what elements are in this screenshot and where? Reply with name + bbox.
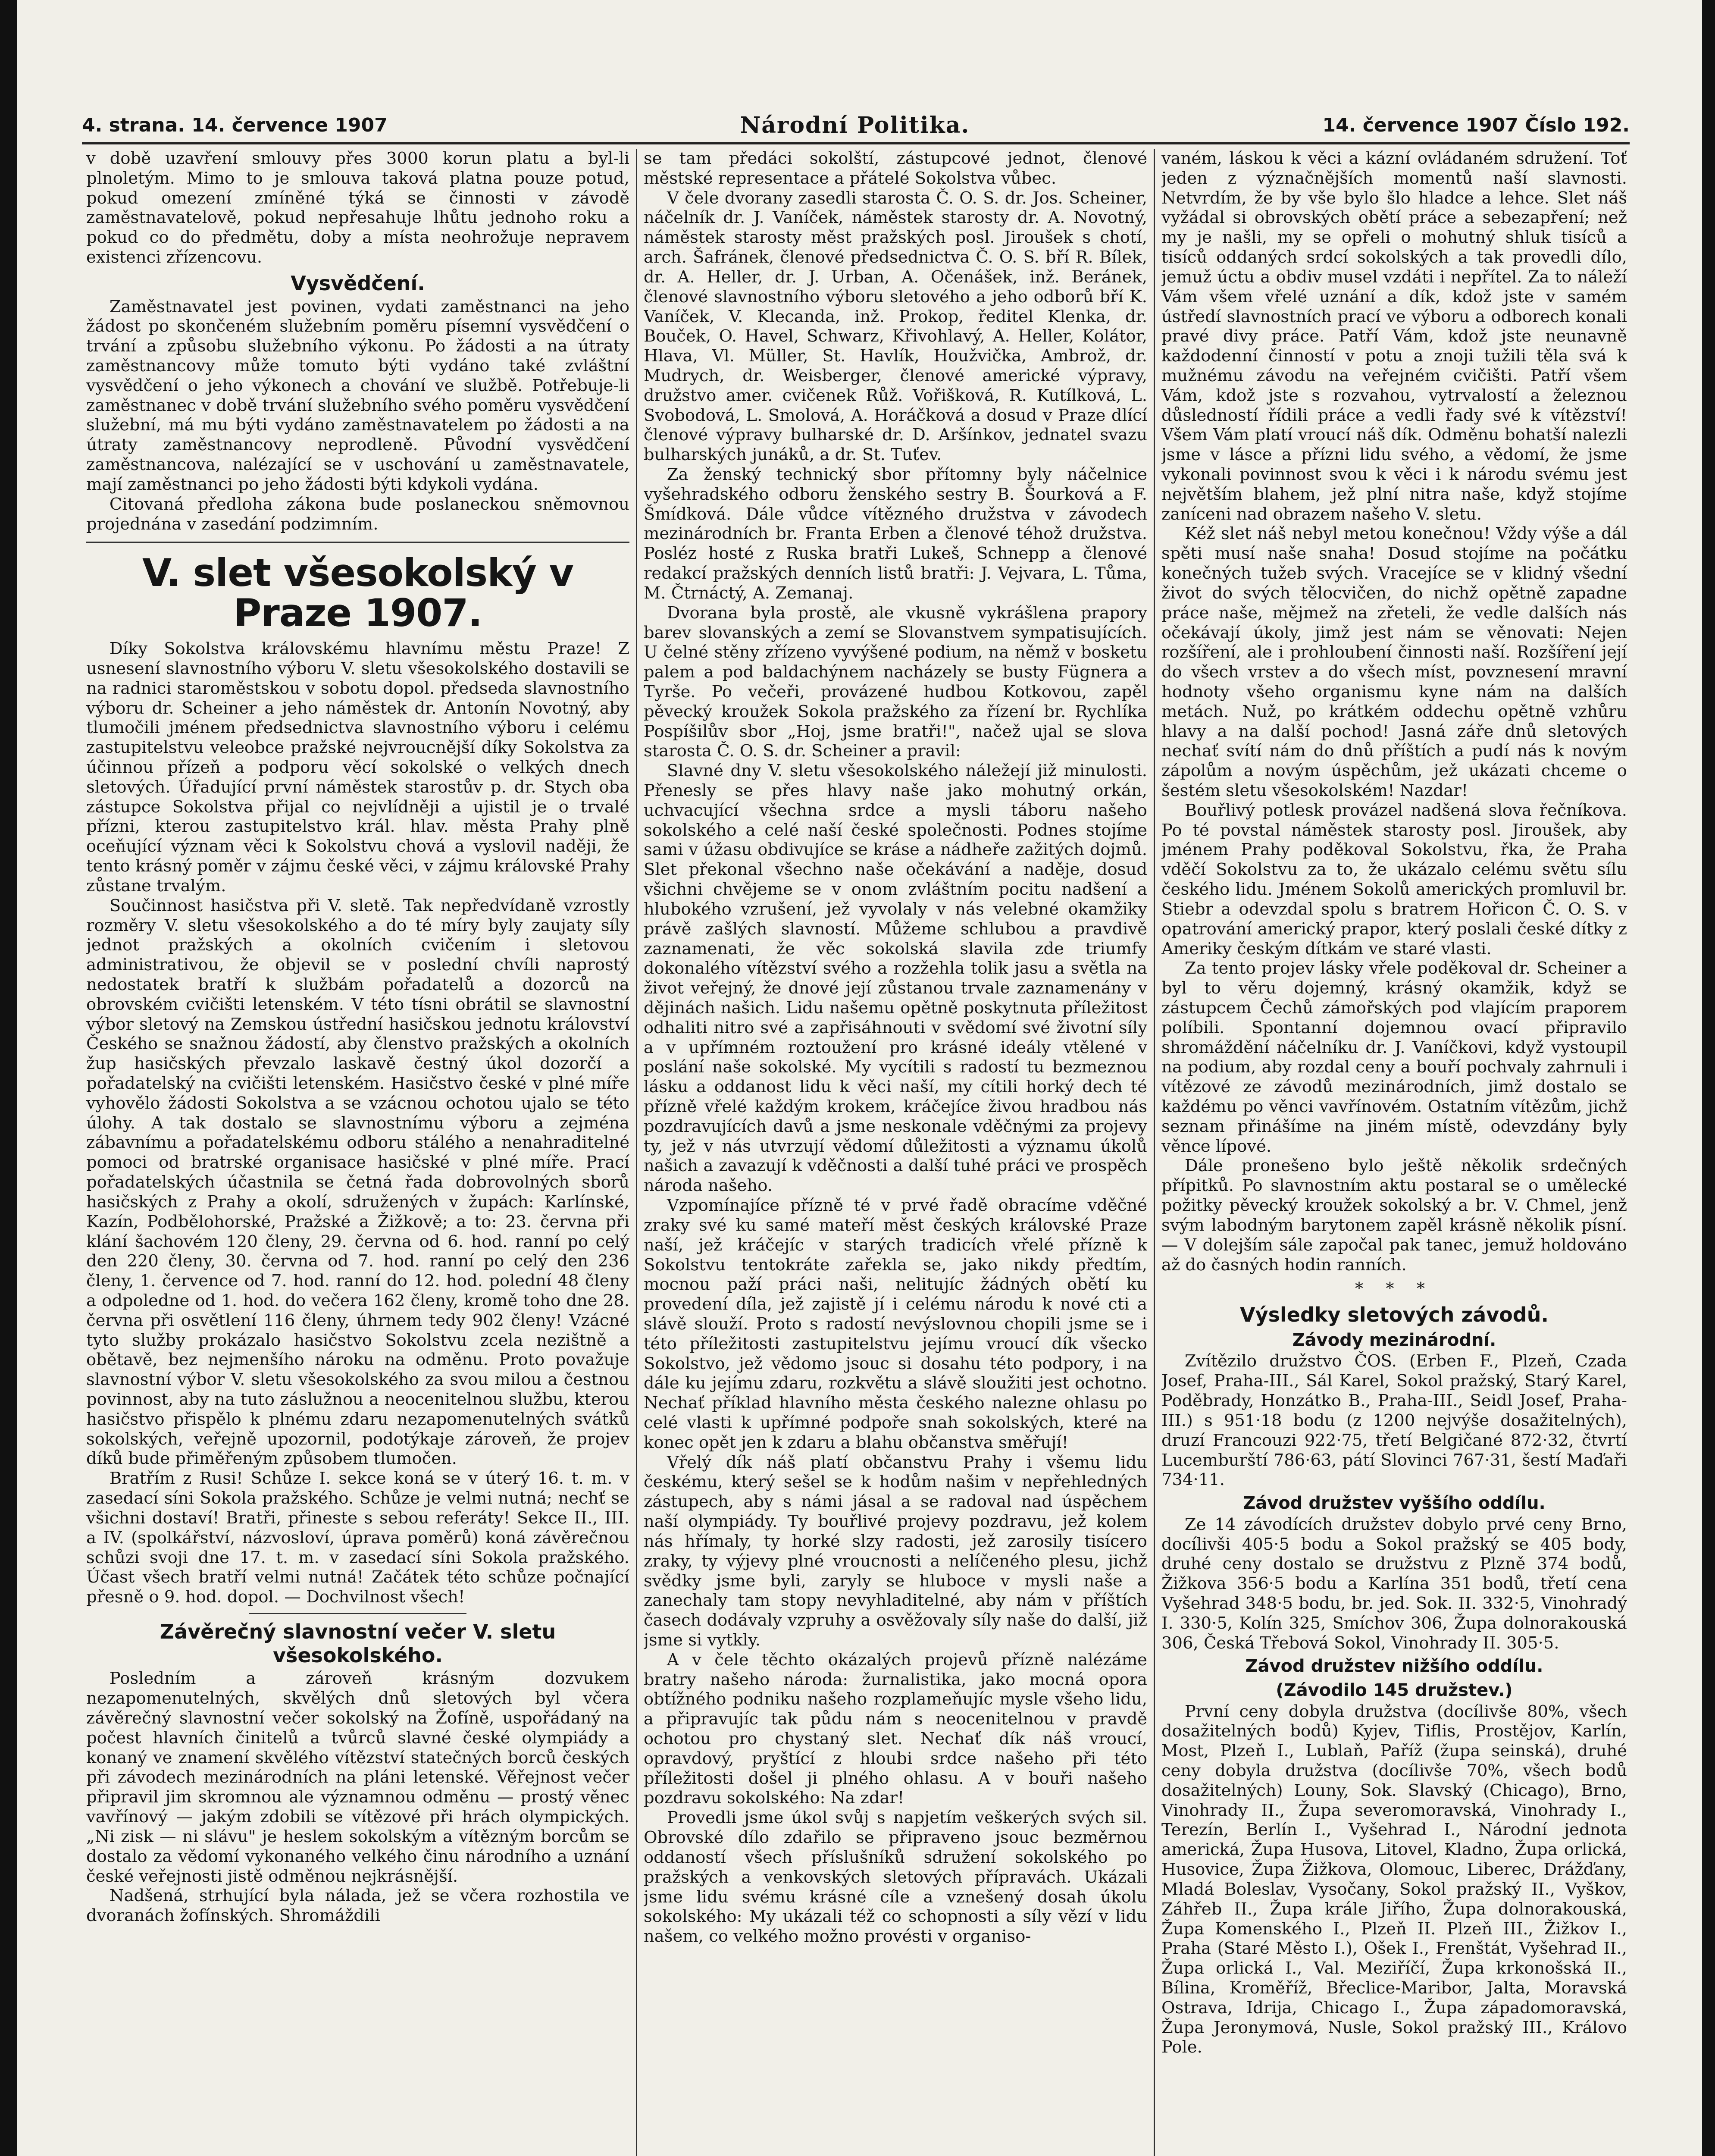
scan-border-right — [1702, 0, 1715, 2156]
section-heading: Vysvědčení. — [291, 271, 425, 295]
section-heading: Závěrečný slavnostní večer V. sletu všesokolského. — [160, 1620, 556, 1667]
header-right: 14. července 1907 Číslo 192. — [1322, 114, 1630, 136]
paragraph: Nadšená, strhující byla nálada, jež se včera rozhostila ve dvoranách žofínských. Shromáždili — [86, 1886, 629, 1926]
subsection-heading: Závod družstev nižšího oddílu. — [1245, 1656, 1543, 1677]
section-rule — [86, 542, 629, 543]
subsection-heading: Závody mezinárodní. — [1292, 1330, 1496, 1350]
paragraph: Za tento projev lásky vřele poděkoval dr. Scheiner a byl to věru dojemný, krásný okamžik, když se zástupcem Čechů zámořských pod vlajícím praporem políbili. Spontanní dojemnou ovací připravilo shromáždění náčelníku dr. J. Vaníčkovi, když vystoupil na podium, aby rozdal ceny a bouří pochvaly zahrnuli i vítězové ze závodů mezinárodních, jimž dostalo se každému po věnci vavřínovém. Ostatním vítězům, jichž seznam přinášíme na jiném místě, odevzdány byly věnce lípové. — [1161, 959, 1627, 1156]
paragraph: Vřelý dík náš platí občanstvu Prahy i všemu lidu českému, který sešel se k hodům našim v nepřehledných zástupech, aby s námi jásal a se radoval nad úspěchem naší olympiády. Ty bouřlivé projevy pozdravu, jež kolem nás hřímaly, ty horké slzy radosti, jež zarosily tisícero zraky, ty výjevy plné vroucnosti a nelíčeného plesu, jichž svědky jsme byli, zaryly se hluboce v mysli naše a zanechaly tam stopy nevyhladitelné, aby nám v příštích časech dodávaly vzpruhy a osvěžovaly síly naše do další, již jsme si vytkly. — [644, 1452, 1147, 1650]
column-divider — [636, 149, 637, 2156]
header-left: 4. strana. 14. července 1907 — [82, 114, 388, 136]
paragraph: Bouřlivý potlesk provázel nadšená slova řečníkova. Po té povstal náměstek starosty posl. Jiroušek, aby jménem Prahy poděkoval Sokolstvu, řka, že Praha vděčí Sokolstvu za to, že ukázalo celému světu sílu českého lidu. Jménem Sokolů amerických promluvil br. Stiebr a odevzdal spolu s bratrem Hořicon Č. O. S. v opatrování americký prapor, který poslali české dítky z Ameriky českým dítkám ve staré vlasti. — [1161, 800, 1627, 959]
paragraph: Vzpomínajíce přízně té v prvé řadě obracíme vděčné zraky své ku samé mateří měst českých královské Praze naší, jež kráčejíc v starých tradicích vřelé přízně k Sokolstvu tentokráte zařekla se, jako nikdy předtím, mocnou paží práci naši, nelitujíc žádných obětí ku provedení díla, jež zajistě jí i celému národu k nové cti a slávě slouží. Proto s radostí nevýslovnou chopili jsme se i této příležitosti zastupitelstvu jejímu vroucí dík všecko Sokolstvo, jež vědomo jsouc si dosahu této podpory, i na dále ku jejímu zdaru, rozkvětu a slávě sloužiti jest ochotno. Nechať příklad hlavního města českého nalezne ohlasu po celé vlasti k upřímné podpoře snah sokolských, které na konec opět jen k zdaru a blahu občanstva směřují! — [644, 1196, 1147, 1452]
paragraph: Posledním a zároveň krásným dozvukem nezapomenutelných, skvělých dnů sletových byl včera závěrečný slavnostní večer sokolský na Žofíně, uspořádaný na počest hlavních činitelů a tvůrců slavné české olympiády a konaný ve znamení skvělého vítězství statečných borců českých při závodech mezinárodních na pláni letenské. Věřejnost večer připravil jim skromnou ale významnou odměnu — prostý věnec vavřínový — jakým zdobili se vítězové při hrách olympických. „Ni zisk — ni slávu" je heslem sokolským a vítězným borcům se dostalo za vědomí vykonaného velkého činu národního a uznání české veřejnosti jistě odměnou nejkrásnější. — [86, 1669, 629, 1886]
masthead-title: Národní Politika. — [740, 112, 970, 138]
section-heading: Výsledky sletových závodů. — [1240, 1303, 1549, 1327]
paragraph: Zaměstnavatel jest povinen, vydati zaměstnanci na jeho žádost po skončeném služebním poměru písemní vysvědčení o trvání a způsobu služebního výkonu. Po žádosti a na útraty zaměstnancovy může tomuto býti vydáno také zvláštní vysvědčení o jeho výkonech a chování ve službě. Potřebuje-li zaměstnanec v době trvání služebního svého poměru vysvědčení služební, má mu býti vydáno zaměstnavatelem po žádosti a na útraty zaměstnancovy neprodleně. Původní vysvědčení zaměstnancova, nalézající se v uschování u zaměstnavatele, mají zaměstnanci po jeho žádosti býti kdykoli vydána. — [86, 297, 629, 494]
paragraph: Kéž slet náš nebyl metou konečnou! Vždy výše a dál spěti musí naše snaha! Dosud stojíme na počátku konečných tužeb svých. Vracejíce se v klidný všední život do svých tělocvičen, do nichž opětně zapadne práce naše, mějmež na zřeteli, že vedle dalších nás očekávají úkoly, jimž jest nám se věnovati: Nejen rozšíření, ale i prohloubení činnosti naší. Rozšíření její do všech vrstev a do všech míst, povznesení mravní hodnoty všeho organismu kyne nám na dalších metách. Nuž, po krátkém oddechu opětně vzhůru hlavy a na další pochod! Jasná záře dnů sletových nechať svítí nám do dnů příštích a pudí nás k novým zápolům a novým úspěchům, jež ukázati chceme o šestém sletu všesokolském! Nazdar! — [1161, 524, 1627, 800]
paragraph: Slavné dny V. sletu všesokolského náležejí již minulosti. Přenesly se přes hlavy naše jako mohutný orkán, uchvacující všechna srdce a mysli táboru našeho sokolského a celé naší české společnosti. Podnes stojíme sami v úžasu obdivujíce se kráse a nádheře zažitých dojmů. Slet překonal všechno naše očekávání a naděje, dosud všichni chvějeme se v onom zvláštním pocitu nadšení a hlubokého vzrušení, jež vyvolaly v nás velebné okamžiky právě zašlých slavností. Můžeme schlubou a pravdivě zaznamenati, že věc sokolská slavila zde triumfy dokonalého vítězství svého a rozžehla tolik jasu a světla na život veřejný, že dnové její zůstanou trvale zaznamenány v dějinách našich. Lidu našemu opětně poskytnuta příležitost odhaliti nitro své a zapřisáhnouti v svědomí své životní síly a v upřímném roztoužení pro krásné ideály vtělené v poslání naše sokolské. My vycítili s radostí tu bezmeznou lásku a oddanost lidu k věci naší, my cítili horký dech té přízně vřelé každým krokem, kráčejíce živou hradbou nás pozdravujících davů a jsme neskonale vděčnými za projevy ty, jež v nás utvrzují vědomí důležitosti a významu úkolů našich a zavazují k vděčnosti a další tuhé práci ve prospěch národa našeho. — [644, 761, 1147, 1196]
paragraph: V čele dvorany zasedli starosta Č. O. S. dr. Jos. Scheiner, náčelník dr. J. Vaníček, náměstek starosty dr. A. Novotný, náměstek starosty měst pražských posl. Jiroušek s chotí, arch. Šafránek, členové předsednictva Č. O. S. bří R. Bílek, dr. A. Heller, dr. J. Urban, A. Očenášek, inž. Beránek, členové slavnostního výboru sletového a jeho odborů bří K. Vaníček, V. Klecanda, inž. Prokop, ředitel Klenka, dr. Bouček, O. Havel, Schwarz, Křivohlavý, A. Heller, Kolátor, Hlava, Vl. Müller, St. Havlík, Houžvička, Ambrož, dr. Mudrych, dr. Weisberger, členové americké výpravy, družstvo amer. cvičenek Růž. Vořišková, R. Kutílková, L. Svobodová, L. Smolová, A. Horáčková a dosud v Praze dlící členové výpravy bulharské dr. D. Aršínkov, jednatel svazu bulharských junáků, a dr. St. Tuťev. — [644, 188, 1147, 465]
subsection-heading: Závod družstev vyššího oddílu. — [1243, 1493, 1546, 1514]
paragraph: Citovaná předloha zákona bude poslaneckou sněmovnou projednána v zasedání podzimním. — [86, 494, 629, 534]
paragraph: První ceny dobyla družstva (docílivše 80%, všech dosažitelných bodů) Kyjev, Tiflis, Prostějov, Karlín, Most, Plzeň I., Lublaň, Paříž (župa seinská), druhé ceny dobyla družstva (docílivše 70%, všech bodů dosažitelných) Louny, Sok. Slavský (Chicago), Brno, Vinohrady II., Župa severomoravská, Vinohrady I., Terezín, Berlín I., Vyšehrad I., Národní jednota americká, Župa Husova, Litovel, Kladno, Župa orlická, Husovice, Župa Žižkova, Olomouc, Liberec, Drážďany, Mladá Boleslav, Vysočany, Sokol pražský II., Vyškov, Záhřeb II., Župa krále Jiřího, Župa dolnorakouská, Župa Komenského I., Plzeň II. Plzeň III., Žižkov I., Praha (Staré Město I.), Ošek I., Frenštát, Vyšehrad II., Župa orlická I., Val. Meziříčí, Župa krkonošská II., Bílina, Kroměříž, Břeclice-Maribor, Jalta, Moravská Ostrava, Idrija, Chicago I., Župa západomoravská, Župa Jeronymová, Nusle, Sokol pražský III., Královo Pole. — [1161, 1702, 1627, 2057]
paragraph: v době uzavření smlouvy přes 3000 korun platu a byl-li plnoletým. Mimo to je smlouva taková platna pouze potud, pokud omezení zmíněné týká se činnosti v závodě zaměstnavatelově, pokud nepřesahuje lhůtu jednoho roku a pokud co do předmětu, doby a místa neohrožuje nepravem existenci zřízencovu. — [86, 149, 629, 267]
paragraph: vaném, láskou k věci a kázní ovládaném sdružení. Toť jeden z význačnějších momentů naší slavnosti. Netvrdím, že by vše bylo šlo hladce a lehce. Slet náš vyžádal si obrovských obětí práce a sebezapření; než my je našli, my se opřeli o mohutný shluk tisíců a tisíců oddaných srdcí sokolských a tak provedli dílo, jemuž úctu a obdiv musel vzdáti i nepřítel. Za to náleží Vám všem vřelé uznání a dík, kdož jste v samém ústředí slavnostních prací ve výboru a odborech konali pravé divy práce. Patří Vám, kdož jste neunavně každodenní činností v potu a znoji tužili těla svá k mužnému závodu na veřejném cvičišti. Patří všem Vám, kdož jste s rozvahou, vytrvalostí a železnou důsledností řídili práce a vedli řady své k vítězství! Všem Vám platí vroucí náš dík. Odměnu bohatší nalezli jsme v lásce a přízni lidu svého, a vědomí, že jsme vykonali povinnost svou k věci i k národu svému jest největším blahem, jež plní nitra naše, když stojíme zaníceni nad obrazem našeho V. sletu. — [1161, 149, 1627, 524]
column-2 — [644, 149, 1147, 2156]
column-1 — [86, 149, 629, 2156]
page-header — [82, 110, 1630, 140]
paragraph: Bratřím z Rusi! Schůze I. sekce koná se v úterý 16. t. m. v zasedací síni Sokola pražského. Schůze je velmi nutná; nechť se všichni dostaví! Bratři, přineste s sebou referáty! Sekce II., III. a IV. (spolkářství, názvosloví, úprava poměrů) koná závěrečnou schůzi svoji dne 17. t. m. v zasedací síni Sokola pražského. Účast všech bratří velmi nutná! Začátek této schůze počnající přesně o 9. hod. dopol. — Dochvilnost všech! — [86, 1469, 629, 1607]
paragraph: Dále pronešeno bylo ještě několik srdečných přípitků. Po slavnostním aktu postaral se o umělecké požitky pěvecký kroužek sokolský a br. V. Chmel, jenž svým labodným barytonem zapěl krásně několik písní. — V dolejším sále započal pak tanec, jemuž holdováno až do časných hodin ranních. — [1161, 1156, 1627, 1275]
paragraph: se tam předáci sokolští, zástupcové jednot, členové městské representace a přátelé Sokolstva vůbec. — [644, 149, 1147, 188]
paragraph: Provedli jsme úkol svůj s napjetím veškerých svých sil. Obrovské dílo zdařilo se připraveno jsouc bezměrnou oddaností všech příslušníků sdružení sokolského po pražských a venkovských sletových přípravách. Ukázali jsme lidu svému krásné cíle a vznešený dosah úkolu sokolského: My ukázali též co schopnosti a síly vězí v lidu našem, co velkého možno provésti v organiso- — [644, 1808, 1147, 1946]
paragraph: Ze 14 závodících družstev dobylo prvé ceny Brno, docílivši 405·5 bodu a Sokol pražský se 405 body, druhé ceny dostalo se družstvu z Plzně 374 bodů, Žižkova 356·5 bodu a Karlína 351 bodů, třetí cena Vyšehrad 348·5 bodu, br. jed. Sok. II. 332·5, Vinohradý I. 330·5, Kolín 325, Smíchov 306, Župa dolnorakouská 306, Česká Třebová Sokol, Vinohrady II. 305·5. — [1161, 1514, 1627, 1653]
column-divider — [1154, 149, 1155, 2156]
divider — [249, 1613, 466, 1614]
paragraph: Dvorana byla prostě, ale vkusně vykrášlena prapory barev slovanských a zemí se Slovanstvem sympatisujících. U čelné stěny zřízeno vyvýšené podium, na němž v bosketu palem a pod baldachýnem nacházely se busty Fügnera a Tyrše. Po večeři, provázené hudbou Kotkovou, zapěl pěvecký kroužek Sokola pražského za řízení br. Rychlíka Pospíšilův sbor „Hoj, jsme bratři!", načež ujal se slova starosta Č. O. S. dr. Scheiner a pravil: — [644, 603, 1147, 761]
paragraph: Za ženský technický sbor přítomny byly náčelnice vyšehradského odboru ženského sestry B. Šourková a F. Šmídková. Dále vůdce vítězného družstva v závodech mezinárodních br. Franta Erben a členové téhož družstva. Posléz hosté z Ruska bratři Lukeš, Schnepp a členové redakcí pražských denních listů bratři: J. Vejvara, L. Tůma, M. Čtrnáctý, A. Zemanaj. — [644, 465, 1147, 603]
paragraph: Zvítězilo družstvo ČOS. (Erben F., Plzeň, Czada Josef, Praha-III., Sál Karel, Sokol pražský, Starý Karel, Poděbrady, Honzátko B., Praha-III., Seidl Josef, Praha-III.) s 951·18 bodu (z 1200 nejvýše dosažitelných), druzí Francouzi 922·75, třetí Belgičané 872·32, čtvrtí Lucemburští 786·63, pátí Slovinci 767·31, šestí Maďaři 734·11. — [1161, 1351, 1627, 1490]
header-rule — [82, 142, 1630, 144]
paragraph: Díky Sokolstva královskému hlavnímu městu Praze! Z usnesení slavnostního výboru V. sletu všesokolského dostavili se na radnici staroměstskou v sobotu dopol. předseda slavnostního výboru dr. Scheiner a jeho náměstek dr. Antonín Novotný, aby tlumočili jménem předsednictva slavnostního výboru i celému zastupitelstvu veleobce pražské nejvroucnější díky Sokolstva za účinnou přízeň a podporu věcí sokolské o velkých dnech sletových. Úřadující první náměstek starostův p. dr. Stych oba zástupce Sokolstva přijal co nejvlídněji a ujistil je o trvalé přízni, kterou zastupitelstvo král. hlav. města Prahy plně oceňující význam věci k Sokolstvu chová a vyslovil naději, že tento krásný poměr v zájmu české věci, v zájmu královské Prahy zůstane trvalým. — [86, 639, 629, 896]
scan-border-left — [0, 0, 17, 2156]
column-3 — [1161, 149, 1627, 2156]
section-separator: * * * — [1355, 1279, 1434, 1299]
paragraph: A v čele těchto okázalých projevů přízně nalézáme bratry našeho národa: žurnalistika, jako mocná opora obtížného podniku našeho rozplameňujíc mysle všeho lidu, a připravujíc tak půdu nám s neocenitelnou v pravdě ochotou pro chystaný slet. Nechať dík náš vroucí, opravdový, pryštící z hloubi srdce našeho při této příležitosti došel ji plného ohlasu. A v bouři našeho pozdravu sokolského: Na zdar! — [644, 1650, 1147, 1808]
article-headline: V. slet všesokolský v Praze 1907. — [142, 551, 574, 635]
subsection-note: (Závodilo 145 družstev.) — [1276, 1680, 1513, 1701]
paragraph: Součinnost hasičstva při V. sletě. Tak nepředvídaně vzrostly rozměry V. sletu všesokolského a do té míry byly zaujaty síly jednot pražských a okolních cvičením i sletovou administrativou, že objevil se v poslední chvíli naprostý nedostatek bratří k službám pořadatelů a dozorců na obrovském cvičišti letenském. V této tísni obrátil se slavnostní výbor sletový na Zemskou ústřední hasičskou jednotu království Českého se snažnou žádostí, aby členstvo pražských a okolních žup hasičských převzalo laskavě čestný úkol dozorčí a pořadatelský na cvičišti letenském. Hasičstvo české v plné míře vyhovělo žádosti Sokolstva a se vzácnou ochotou ujalo se této úlohy. A tak dostalo se slavnostnímu výboru a zejména zábavnímu a pořadatelskému odboru stálého a nenahraditelné pomoci od bratrské organisace hasičské v plné míře. Prací pořadatelských účastnila se četná řada dobrovolných sborů hasičských z Prahy a okolí, sdružených v župách: Karlínské, Kazín, Podbělohorské, Pražské a Žižkově; a to: 23. června při klání šachovém 120 členy, 29. června od 6. hod. ranní po celý den 220 členy, 30. června od 7. hod. ranní po celý den 236 členy, 1. července od 7. hod. ranní do 12. hod. polední 48 členy a odpoledne od 1. hod. do večera 162 členy, kromě toho dne 28. června při osvětlení 116 členy, úhrnem tedy 902 členy! Vzácné tyto služby prokázalo hasičstvo Sokolstvu zcela nezištně a obětavě, bez nejmenšího nároku na odměnu. Proto považuje slavnostní výbor V. sletu všesokolského za svou milou a čestnou povinnost, aby na tuto záslužnou a neocenitelnou službu, kterou hasičstvo přispělo k plnému zdaru nezapomenutelných svátků sokolských, veřejně upozornil, podotýkaje zároveň, že projev díků bude přiměřeným způsobem tlumočen. — [86, 896, 629, 1469]
